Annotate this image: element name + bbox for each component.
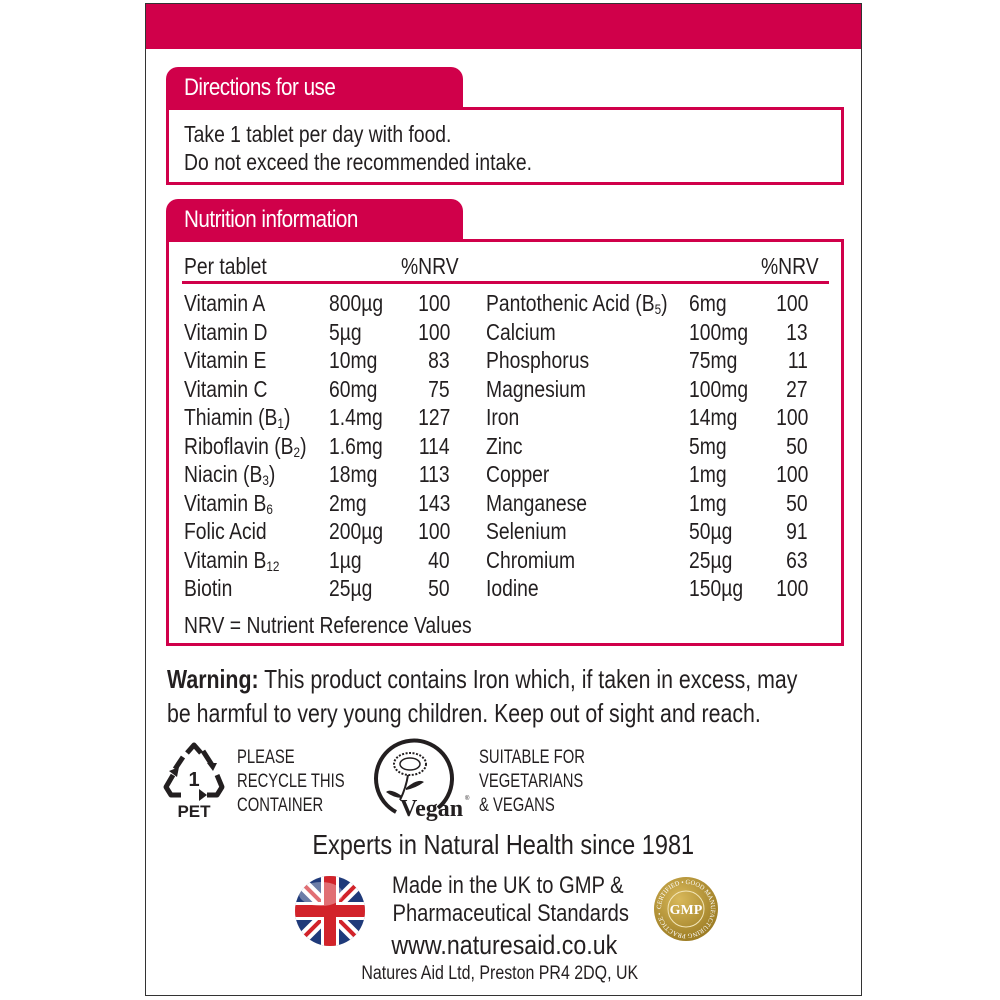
nutrient-name: Biotin (184, 575, 233, 601)
vegan-logo-icon (366, 738, 472, 822)
nutrient-name: Iodine (486, 575, 539, 601)
nrv-header-left: %NRV (401, 253, 459, 279)
nutrient-name: Phosphorus (486, 347, 590, 373)
nutrient-amount: 5mg (689, 432, 727, 459)
svg-text:®: ® (465, 796, 470, 802)
nutrient-row (0, 403, 1000, 431)
nutrient-amount: 1.4mg (329, 404, 383, 430)
nutrient-name: Vitamin C (184, 375, 268, 402)
nutrient-amount: 75mg (689, 347, 738, 373)
nutrient-nrv: 63 (786, 546, 808, 573)
nutrient-name: Riboflavin $(B_2)$ (184, 432, 307, 460)
nutrient-row (0, 460, 1000, 488)
nutrient-row (0, 318, 1000, 346)
nutrient-amount: 60mg (329, 375, 378, 402)
recycle-text: PLEASE RECYCLE THIS CONTAINER (237, 747, 345, 816)
nutrient-amount: 800µg (329, 290, 384, 316)
nutrient-name: Vitamin E (184, 347, 267, 373)
nutrient-name: Vitamin D (184, 318, 268, 345)
nutrient-amount: 18mg (329, 461, 378, 487)
nutrient-amount: 6mg (689, 290, 727, 316)
nutrient-name: Vitamin A (184, 290, 266, 316)
nutrient-name: Folic Acid (184, 518, 267, 544)
nutrient-amount: 150µg (689, 575, 744, 601)
nutrient-amount: 14mg (689, 404, 738, 430)
svg-text:Vegan: Vegan (400, 796, 464, 822)
nutrient-row (0, 346, 1000, 374)
nutrient-name: Selenium (486, 518, 567, 544)
nutrient-nrv: 114 (419, 432, 450, 459)
warning-text: Warning: This product contains Iron which, if taken in excess, may be harmful to very young children. Keep out of sight and reach. (167, 664, 798, 728)
nutrient-nrv: 127 (417, 404, 450, 430)
nutrient-amount: 2mg (329, 489, 367, 516)
nutrient-nrv: 113 (419, 461, 450, 487)
nutrient-amount: 100mg (689, 375, 749, 402)
nutrient-nrv: 27 (786, 375, 808, 402)
nutrient-amount: 100mg (689, 318, 749, 345)
nutrient-nrv: 40 (428, 546, 450, 573)
nutrient-nrv: 100 (775, 461, 808, 487)
top-color-bar (146, 4, 861, 49)
nutrient-row (0, 574, 1000, 602)
nutrient-amount: 1µg (329, 546, 362, 573)
nutrient-nrv: 11 (787, 347, 808, 373)
nutrient-name: Vitamin $B_{12}$ (184, 546, 280, 574)
website-link[interactable]: www.naturesaid.co.uk (391, 930, 617, 960)
nutrient-name: Iron (486, 404, 520, 430)
nutrient-name: Vitamin $B_6$ (184, 489, 273, 517)
nutrient-row (0, 432, 1000, 460)
nutrition-header-row (0, 252, 1000, 280)
nutrient-amount: 25µg (329, 575, 373, 601)
made-in-uk-text: Made in the UK to GMP & Pharmaceutical Standards (392, 872, 629, 927)
directions-tab (166, 67, 463, 109)
directions-line-2: Do not exceed the recommended intake. (184, 149, 532, 175)
nutrient-amount: 1mg (689, 461, 727, 487)
nutrient-row (0, 546, 1000, 574)
company-address: Natures Aid Ltd, Preston PR4 2DQ, UK (361, 963, 639, 984)
nutrient-nrv: 100 (775, 575, 808, 601)
svg-text:PET: PET (177, 802, 211, 819)
directions-title: Directions for use (184, 74, 336, 101)
svg-text:GMP: GMP (669, 903, 703, 918)
nutrient-nrv: 50 (428, 575, 450, 601)
nutrient-nrv: 13 (786, 318, 808, 345)
nutrient-nrv: 143 (417, 489, 450, 516)
nutrient-row (0, 489, 1000, 517)
nutrient-name: Manganese (486, 489, 587, 516)
nutrient-name: Thiamin $(B_1)$ (184, 404, 291, 431)
nutrition-title: Nutrition information (184, 206, 358, 233)
directions-line-1: Take 1 tablet per day with food. (184, 121, 452, 147)
tagline: Experts in Natural Health since 1981 (312, 829, 695, 860)
nutrient-row (0, 289, 1000, 317)
nutrient-amount: 25µg (689, 546, 733, 573)
nrv-header-right: %NRV (761, 253, 819, 279)
nutrient-name: Magnesium (486, 375, 586, 402)
nutrient-name: Copper (486, 461, 550, 487)
nutrient-row (0, 375, 1000, 403)
nutrient-name: Pantothenic Acid $(B_5)$ (486, 290, 668, 317)
nutrient-amount: 10mg (329, 347, 378, 373)
warning-label: Warning: (167, 664, 259, 694)
nutrient-nrv: 50 (786, 489, 808, 516)
nutrient-amount: 5µg (329, 318, 362, 345)
nutrient-amount: 1.6mg (329, 432, 383, 459)
nutrient-nrv: 100 (775, 290, 808, 316)
nutrient-nrv: 75 (428, 375, 450, 402)
nutrient-name: Chromium (486, 546, 576, 573)
svg-text:1: 1 (188, 769, 200, 791)
nutrient-nrv: 100 (417, 318, 450, 345)
nutrient-nrv: 83 (428, 347, 450, 373)
svg-text:CERTIFIED • GOOD MANUFACTURING: CERTIFIED • GOOD MANUFACTURING PRACTICE • (655, 878, 717, 940)
header-divider (182, 281, 829, 284)
nutrient-amount: 1mg (689, 489, 727, 516)
nutrient-nrv: 100 (417, 518, 450, 544)
nutrient-nrv: 100 (417, 290, 450, 316)
nutrient-nrv: 50 (786, 432, 808, 459)
vegan-text: SUITABLE FOR VEGETARIANS & VEGANS (479, 747, 585, 816)
recycle-pet-icon (163, 741, 225, 819)
per-tablet-label: Per tablet (184, 253, 267, 279)
nutrition-tab (166, 199, 463, 241)
nutrient-name: Niacin $(B_3)$ (184, 461, 276, 488)
nutrient-nrv: 91 (786, 518, 808, 544)
nutrient-name: Calcium (486, 318, 556, 345)
nutrient-amount: 200µg (329, 518, 384, 544)
uk-flag-icon (295, 876, 365, 946)
nrv-footnote: NRV = Nutrient Reference Values (184, 612, 472, 638)
gmp-badge-icon (653, 876, 719, 942)
nutrient-nrv: 100 (775, 404, 808, 430)
nutrient-row (0, 517, 1000, 545)
nutrient-name: Zinc (486, 432, 523, 459)
nutrient-amount: 50µg (689, 518, 733, 544)
